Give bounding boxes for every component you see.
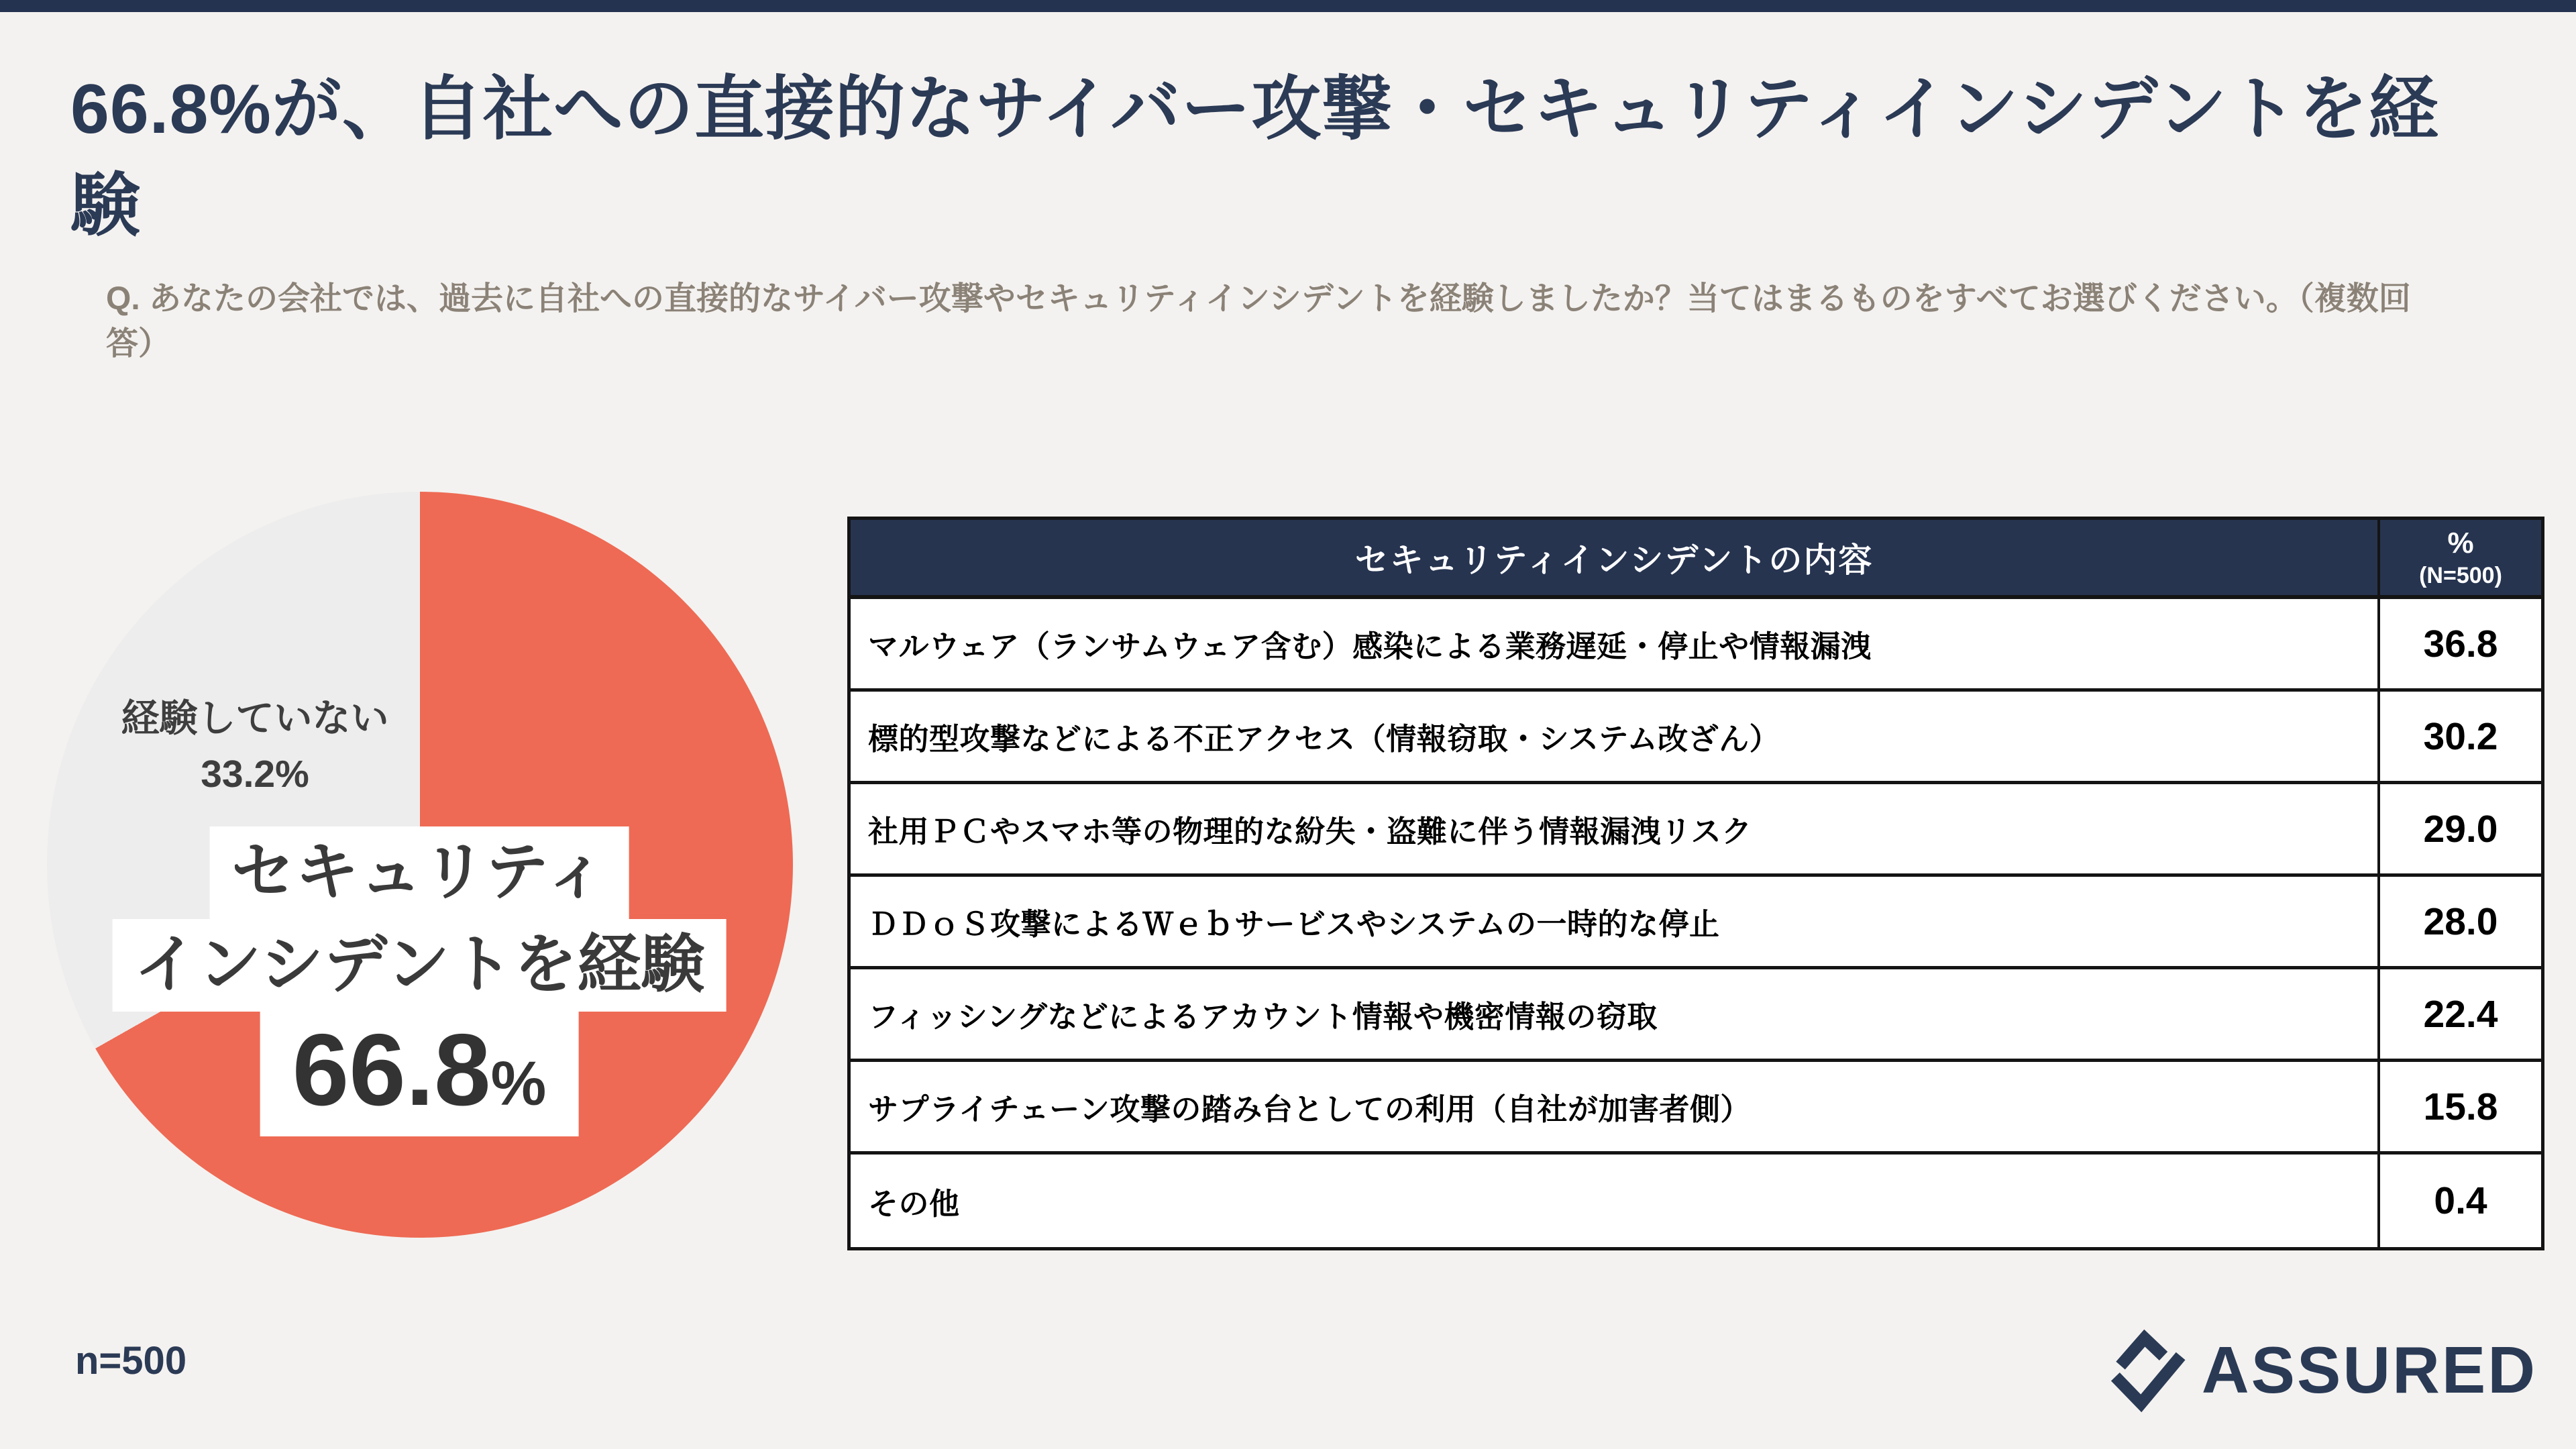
row-label: サプライチェーン攻撃の踏み台としての利用（自社が加害者側）	[851, 1062, 2380, 1151]
top-accent-bar	[0, 0, 2576, 12]
assured-logo-icon	[2105, 1327, 2191, 1413]
page-title: 66.8%が、自社への直接的なサイバー攻撃・セキュリティインシデントを経験	[70, 70, 2439, 245]
table-row	[851, 1062, 2541, 1155]
experienced-label-line1: セキュリティ	[210, 826, 629, 919]
table-row	[851, 877, 2541, 969]
table-row	[851, 692, 2541, 784]
table-header-value	[2380, 520, 2541, 595]
row-label: 標的型攻撃などによる不正アクセス（情報窃取・システム改ざん）	[851, 692, 2380, 781]
table-row	[851, 969, 2541, 1062]
row-value: 15.8	[2423, 1085, 2498, 1128]
table-header-title: セキュリティインシデントの内容	[851, 520, 2380, 595]
pie-slice-label-not-experienced	[101, 691, 409, 802]
row-value: 0.4	[2434, 1179, 2487, 1222]
survey-question: Q. あなたの会社では、過去に自社への直接的なサイバー攻撃やセキュリティインシデントを経験しましたか？当てはまるものをすべてお選びください。（複数回答）	[106, 281, 2411, 362]
row-value: 30.2	[2423, 714, 2498, 758]
table-row	[851, 1155, 2541, 1247]
assured-logo-text: ASSURED	[2201, 1332, 2537, 1407]
row-label: マルウェア（ランサムウェア含む）感染による業務遅延・停止や情報漏洩	[851, 599, 2380, 688]
table-row	[851, 599, 2541, 692]
row-value: 36.8	[2423, 622, 2498, 665]
pie-slice-label-experienced	[113, 826, 727, 1136]
row-label: その他	[851, 1155, 2380, 1247]
table-header-n: (N=500)	[2419, 563, 2502, 589]
row-label: フィッシングなどによるアカウント情報や機密情報の窃取	[851, 969, 2380, 1059]
experienced-value-number: 66.8	[292, 1012, 491, 1127]
table-header-row	[851, 520, 2541, 599]
assured-logo	[2105, 1327, 2537, 1413]
not-experienced-value: 33.2%	[201, 752, 309, 796]
experienced-value-unit: %	[490, 1048, 547, 1118]
table-header-percent-sign: %	[2447, 527, 2474, 560]
not-experienced-label: 経験していない	[121, 697, 389, 740]
row-label: ＤＤｏＳ攻撃によるＷｅｂサービスやシステムの一時的な停止	[851, 877, 2380, 966]
experienced-label-line2: インシデントを経験	[113, 919, 727, 1012]
sample-size: n=500	[75, 1339, 187, 1383]
incident-table	[847, 517, 2544, 1250]
row-value: 28.0	[2423, 900, 2498, 943]
row-value: 29.0	[2423, 807, 2498, 851]
table-row	[851, 784, 2541, 877]
experienced-value	[260, 1012, 579, 1136]
row-label: 社用ＰＣやスマホ等の物理的な紛失・盗難に伴う情報漏洩リスク	[851, 784, 2380, 873]
row-value: 22.4	[2423, 992, 2498, 1036]
